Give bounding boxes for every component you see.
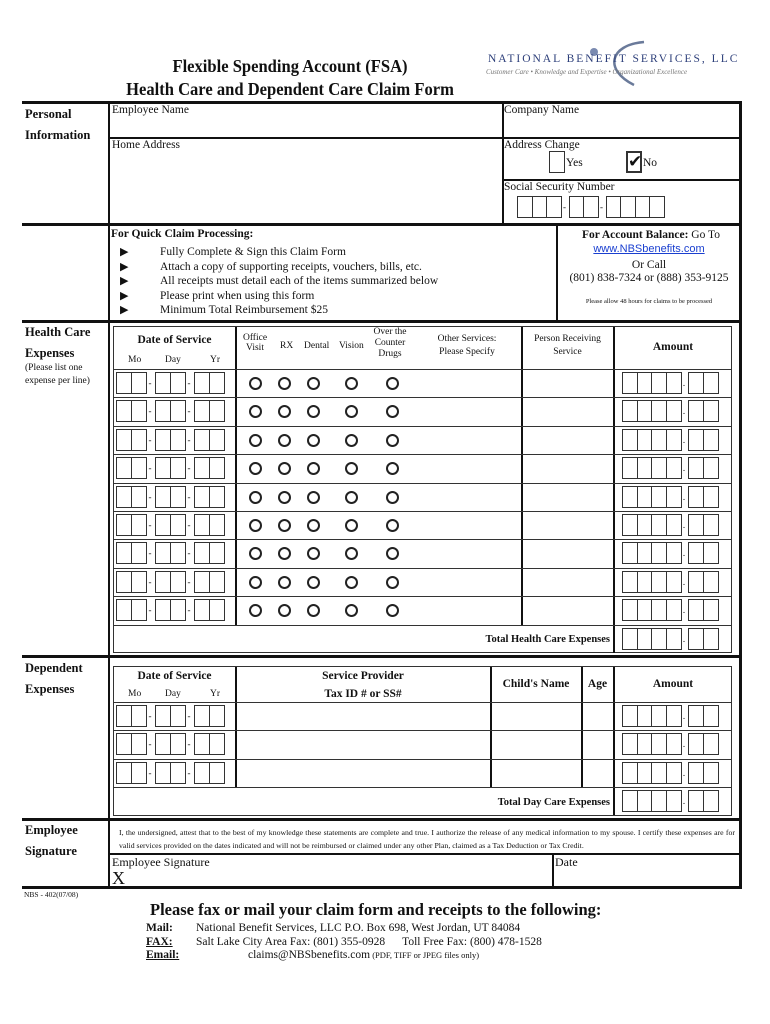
- separator: -: [563, 202, 566, 212]
- amount-input[interactable]: [622, 400, 717, 422]
- digit-box[interactable]: [209, 705, 225, 727]
- separator: .: [682, 634, 686, 644]
- dental-radio[interactable]: [307, 519, 320, 532]
- dc-date-header: Date of Service: [137, 670, 212, 682]
- separator: -: [148, 378, 152, 388]
- amount-input[interactable]: [622, 599, 717, 621]
- separator: .: [682, 548, 686, 559]
- separator: -: [187, 739, 191, 750]
- separator: .: [682, 739, 686, 750]
- digit-box[interactable]: [703, 457, 719, 479]
- dc-day-label: Day: [165, 689, 181, 699]
- email-address[interactable]: claims@NBSbenefits.com: [248, 949, 371, 961]
- amount-input[interactable]: [622, 486, 717, 508]
- separator: -: [148, 491, 152, 502]
- otc-header: Over the Counter Drugs: [373, 327, 407, 359]
- vision-radio[interactable]: [345, 377, 358, 390]
- amount-input[interactable]: [622, 457, 717, 479]
- footer-heading: Please fax or mail your claim form and receipts to the following:: [150, 900, 602, 919]
- bullet-arrow-icon: ▶: [120, 289, 129, 302]
- rx-radio[interactable]: [278, 576, 291, 589]
- quick-claim-item: ▶ Please print when using this form: [120, 289, 315, 302]
- digit-box[interactable]: [209, 457, 225, 479]
- digit-box[interactable]: [209, 400, 225, 422]
- mail-address: National Benefit Services, LLC P.O. Box 698, West Jordan, UT 84084: [196, 922, 521, 934]
- amount-input[interactable]: [622, 571, 717, 593]
- separator: -: [148, 548, 152, 559]
- separator: .: [682, 576, 686, 587]
- office-visit-radio[interactable]: [249, 519, 262, 532]
- separator: .: [682, 378, 686, 388]
- dental-header: Dental: [304, 341, 330, 351]
- digit-box[interactable]: [649, 196, 665, 218]
- date-of-service-input[interactable]: [116, 400, 223, 422]
- amount-input[interactable]: [622, 762, 717, 784]
- office-visit-radio[interactable]: [249, 434, 262, 447]
- email-label: Email:: [146, 949, 180, 961]
- employee-name-field[interactable]: Employee Name: [112, 104, 189, 116]
- office-visit-radio[interactable]: [249, 491, 262, 504]
- address-change-no-checkbox[interactable]: [626, 151, 642, 173]
- bullet-arrow-icon: ▶: [120, 275, 129, 287]
- tax-id-header: Tax ID # or SS#: [324, 688, 402, 700]
- otc-radio[interactable]: [386, 434, 399, 447]
- office-visit-header: Office Visit: [242, 333, 268, 353]
- office-visit-radio[interactable]: [249, 377, 262, 390]
- dental-radio[interactable]: [307, 377, 320, 390]
- childs-name-header: Child's Name: [502, 678, 570, 690]
- separator: -: [187, 767, 191, 778]
- separator: -: [148, 605, 152, 616]
- separator: -: [187, 434, 191, 445]
- quick-claim-item: ▶ All receipts must detail each of the items summarized below: [120, 275, 439, 287]
- digit-box[interactable]: [209, 514, 225, 536]
- dc-amount-header: Amount: [652, 678, 694, 690]
- vision-radio[interactable]: [345, 519, 358, 532]
- yes-label: Yes: [566, 157, 583, 169]
- logo-name: NATIONAL BENEFIT SERVICES, LLC: [488, 53, 740, 65]
- digit-box[interactable]: [209, 372, 225, 394]
- separator: .: [682, 463, 686, 474]
- separator: -: [600, 202, 603, 212]
- digit-box[interactable]: [703, 542, 719, 564]
- age-header: Age: [587, 678, 608, 690]
- form-title-line1: Flexible Spending Account (FSA): [172, 56, 408, 76]
- dc-yr-label: Yr: [210, 689, 221, 699]
- office-visit-radio[interactable]: [249, 576, 262, 589]
- digit-box[interactable]: [703, 762, 719, 784]
- health-care-note: (Please list one expense per line): [25, 363, 90, 386]
- vision-radio[interactable]: [345, 434, 358, 447]
- personal-info-heading: Personal Information: [25, 107, 91, 142]
- address-change-yes-checkbox[interactable]: [549, 151, 565, 173]
- logo-swoosh-icon: [484, 40, 740, 90]
- date-of-service-input[interactable]: [116, 599, 223, 621]
- home-address-field[interactable]: Home Address: [112, 139, 181, 151]
- ssn-label: Social Security Number: [504, 181, 615, 193]
- separator: .: [682, 520, 686, 530]
- digit-box[interactable]: [703, 400, 719, 422]
- digit-box[interactable]: [703, 628, 719, 650]
- date-of-service-input[interactable]: [116, 762, 223, 784]
- separator: -: [187, 463, 191, 474]
- amount-input[interactable]: [622, 733, 717, 755]
- signature-date-field[interactable]: Date: [555, 855, 578, 869]
- separator: -: [148, 406, 152, 417]
- dental-radio[interactable]: [307, 434, 320, 447]
- separator: -: [148, 711, 152, 721]
- company-logo: [484, 40, 740, 90]
- otc-radio[interactable]: [386, 519, 399, 532]
- separator: -: [187, 711, 191, 721]
- separator: -: [148, 576, 152, 587]
- amount-input[interactable]: [622, 705, 717, 727]
- date-of-service-input[interactable]: [116, 372, 223, 394]
- digit-box[interactable]: [703, 514, 719, 536]
- digit-box[interactable]: [209, 599, 225, 621]
- person-receiving-header: Person Receiving Service: [534, 334, 601, 357]
- date-of-service-input[interactable]: [116, 571, 223, 593]
- digit-box[interactable]: [703, 372, 719, 394]
- separator: -: [148, 739, 152, 750]
- hc-day-label: Day: [165, 355, 181, 365]
- digit-box[interactable]: [703, 790, 719, 812]
- ssn-input[interactable]: [517, 196, 664, 218]
- separator: .: [682, 711, 686, 721]
- account-balance-box: For Account Balance: Go To www.NBSbenefits.com Or Call (801) 838-7324 or (888) 353-9125 Please allow 48 hours for claims to be processed: [569, 229, 729, 305]
- digit-box[interactable]: [703, 705, 719, 727]
- separator: .: [682, 434, 686, 445]
- hc-yr-label: Yr: [210, 355, 221, 365]
- total-health-care-label: Total Health Care Expenses: [485, 634, 610, 645]
- separator: -: [187, 576, 191, 587]
- separator: -: [187, 605, 191, 616]
- employee-signature-field[interactable]: Employee Signature X: [112, 855, 210, 888]
- separator: .: [682, 796, 686, 806]
- separator: .: [682, 406, 686, 417]
- digit-box[interactable]: [209, 542, 225, 564]
- other-services-header: Other Services: Please Specify: [437, 334, 497, 357]
- date-of-service-input[interactable]: [116, 457, 223, 479]
- quick-claim-list: [120, 245, 438, 318]
- service-provider-header: Service Provider: [322, 670, 404, 682]
- rx-radio[interactable]: [278, 519, 291, 532]
- health-care-heading: Health Care Expenses: [25, 325, 91, 360]
- date-of-service-input[interactable]: [116, 705, 223, 727]
- fax-numbers: Salt Lake City Area Fax: (801) 355-0928 Toll Free Fax: (800) 478-1528: [196, 935, 542, 948]
- separator: .: [682, 491, 686, 502]
- dental-radio[interactable]: [307, 491, 320, 504]
- amount-input[interactable]: [622, 429, 717, 451]
- fax-label: FAX:: [146, 935, 173, 948]
- dental-radio[interactable]: [307, 576, 320, 589]
- nbs-website-link[interactable]: www.NBSbenefits.com: [593, 243, 705, 255]
- vision-radio[interactable]: [345, 491, 358, 504]
- total-day-care-label: Total Day Care Expenses: [497, 797, 610, 808]
- vision-header: Vision: [339, 341, 364, 351]
- signature-x-mark: X: [112, 868, 125, 888]
- digit-box[interactable]: [209, 429, 225, 451]
- date-of-service-input[interactable]: [116, 486, 223, 508]
- rx-radio[interactable]: [278, 491, 291, 504]
- rx-radio[interactable]: [278, 377, 291, 390]
- hc-amount-header: Amount: [652, 341, 694, 353]
- digit-box[interactable]: [209, 486, 225, 508]
- dependent-heading: Dependent Expenses: [25, 661, 83, 696]
- quick-claim-item: ▶ Minimum Total Reimbursement $25: [120, 304, 328, 316]
- separator: -: [187, 520, 191, 530]
- otc-radio[interactable]: [386, 576, 399, 589]
- amount-input[interactable]: [622, 542, 717, 564]
- mail-label: Mail:: [146, 922, 173, 934]
- otc-radio[interactable]: [386, 491, 399, 504]
- rx-radio[interactable]: [278, 434, 291, 447]
- separator: -: [187, 548, 191, 559]
- signature-heading: Employee Signature: [25, 823, 78, 858]
- date-of-service-input[interactable]: [116, 542, 223, 564]
- total-day-care-amount[interactable]: [622, 790, 717, 812]
- contact-info: Mail: National Benefit Services, LLC P.O. Box 698, West Jordan, UT 84084 FAX: Salt Lake City Area Fax: (801) 355-0928 Toll Free Fax: (800) 478-1528 Email: claims@NBSbenefits.com (PDF, TIFF or JPEG files only): [146, 922, 542, 961]
- quick-claim-heading: For Quick Claim Processing:: [111, 228, 254, 240]
- digit-box[interactable]: [703, 571, 719, 593]
- digit-box[interactable]: [703, 429, 719, 451]
- attestation-text: I, the undersigned, attest that to the best of my knowledge these statements are complete and true. I authorize the release of any medical information to my spouse. I certify these expenses are for valid services provided on the dates indicated and will not be reimbursed or claimed under any other Plan, claimed as a Tax Deduction or Tax Credit.: [119, 828, 735, 850]
- total-health-care-amount[interactable]: [622, 628, 717, 650]
- digit-box[interactable]: [209, 762, 225, 784]
- digit-box[interactable]: [209, 733, 225, 755]
- separator: -: [148, 434, 152, 445]
- bullet-arrow-icon: ▶: [120, 304, 129, 316]
- separator: .: [682, 767, 686, 778]
- date-of-service-input[interactable]: [116, 733, 223, 755]
- date-of-service-input[interactable]: [116, 514, 223, 536]
- amount-input[interactable]: [622, 514, 717, 536]
- separator: .: [682, 605, 686, 616]
- hc-mo-label: Mo: [128, 355, 142, 365]
- no-label: No: [643, 157, 658, 169]
- bullet-arrow-icon: ▶: [120, 260, 129, 273]
- separator: -: [187, 406, 191, 417]
- digit-box[interactable]: [703, 599, 719, 621]
- otc-radio[interactable]: [386, 377, 399, 390]
- hc-date-header: Date of Service: [137, 334, 212, 346]
- checkmark-icon: ✔: [628, 152, 643, 171]
- dc-mo-label: Mo: [128, 689, 142, 699]
- separator: -: [187, 378, 191, 388]
- separator: -: [148, 463, 152, 474]
- digit-box[interactable]: [703, 733, 719, 755]
- digit-box[interactable]: [703, 486, 719, 508]
- date-of-service-input[interactable]: [116, 429, 223, 451]
- amount-input[interactable]: [622, 372, 717, 394]
- separator: -: [148, 767, 152, 778]
- logo-tagline: Customer Care • Knowledge and Expertise • Organizational Excellence: [486, 68, 688, 76]
- quick-claim-item: ▶ Fully Complete & Sign this Claim Form: [120, 246, 346, 258]
- address-change-label: Address Change: [504, 139, 580, 151]
- form-code: NBS - 402(07/08): [24, 890, 79, 899]
- quick-claim-item: ▶ Attach a copy of supporting receipts, vouchers, bills, etc.: [120, 260, 422, 273]
- company-name-field[interactable]: Company Name: [504, 104, 580, 116]
- separator: -: [148, 520, 152, 530]
- bullet-arrow-icon: ▶: [120, 246, 129, 258]
- separator: -: [187, 491, 191, 502]
- rx-header: RX: [280, 341, 294, 351]
- form-title-line2: Health Care and Dependent Care Claim Form: [126, 79, 454, 99]
- vision-radio[interactable]: [345, 576, 358, 589]
- digit-box[interactable]: [209, 571, 225, 593]
